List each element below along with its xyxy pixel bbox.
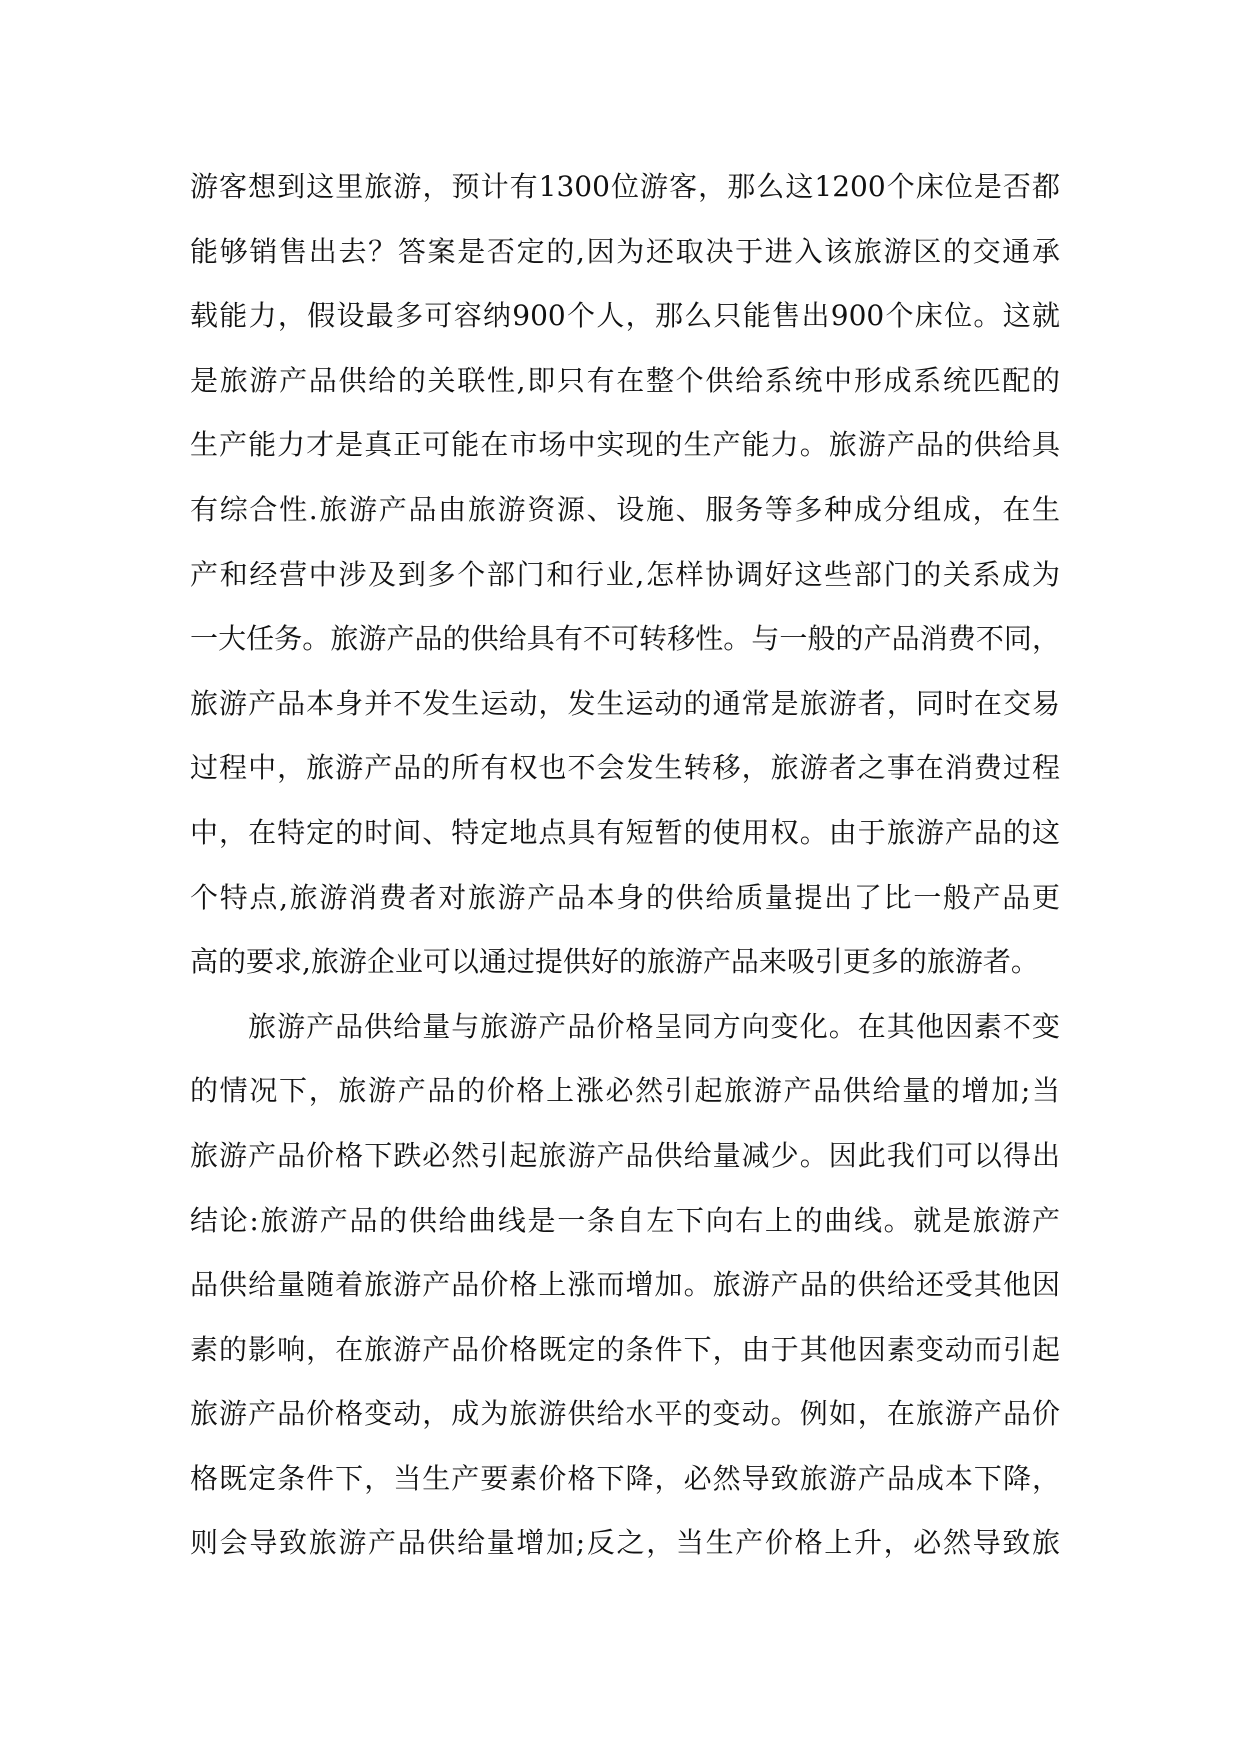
text-line: 旅游产品本身并不发生运动，发生运动的通常是旅游者，同时在交易	[190, 686, 1060, 720]
text-line: 结论:旅游产品的供给曲线是一条自左下向右上的曲线。就是旅游产	[190, 1203, 1060, 1237]
text-line: 素的影响，在旅游产品价格既定的条件下，由于其他因素变动而引起	[190, 1332, 1060, 1366]
text-line: 有综合性.旅游产品由旅游资源、设施、服务等多种成分组成，在生	[190, 492, 1060, 526]
text-line: 是旅游产品供给的关联性,即只有在整个供给系统中形成系统匹配的	[190, 363, 1060, 397]
text-line: 高的要求,旅游企业可以通过提供好的旅游产品来吸引更多的旅游者。	[190, 945, 1039, 979]
text-line: 一大任务。旅游产品的供给具有不可转移性。与一般的产品消费不同，	[190, 622, 1060, 656]
text-line: 生产能力才是真正可能在市场中实现的生产能力。旅游产品的供给具	[190, 428, 1060, 462]
text-line: 旅游产品价格下跌必然引起旅游产品供给量减少。因此我们可以得出	[190, 1138, 1060, 1172]
text-line: 旅游产品价格变动，成为旅游供给水平的变动。例如，在旅游产品价	[190, 1397, 1060, 1431]
paragraph-start-line: 旅游产品供给量与旅游产品价格呈同方向变化。在其他因素不变	[248, 1009, 1060, 1043]
text-line: 过程中，旅游产品的所有权也不会发生转移，旅游者之事在消费过程	[190, 751, 1060, 785]
text-line: 游客想到这里旅游，预计有1300位游客，那么这1200个床位是否都	[190, 170, 1060, 203]
text-line: 能够销售出去？答案是否定的,因为还取决于进入该旅游区的交通承	[190, 234, 1060, 268]
text-line: 品供给量随着旅游产品价格上涨而增加。旅游产品的供给还受其他因	[190, 1268, 1060, 1302]
body-text	[190, 155, 1060, 1576]
text-line: 产和经营中涉及到多个部门和行业,怎样协调好这些部门的关系成为	[190, 557, 1060, 591]
text-line: 则会导致旅游产品供给量增加;反之，当生产价格上升，必然导致旅	[190, 1526, 1060, 1560]
text-line: 格既定条件下，当生产要素价格下降，必然导致旅游产品成本下降，	[190, 1461, 1060, 1495]
text-line: 中，在特定的时间、特定地点具有短暂的使用权。由于旅游产品的这	[190, 815, 1060, 849]
text-line: 载能力，假设最多可容纳900个人，那么只能售出900个床位。这就	[190, 299, 1060, 333]
text-line: 个特点,旅游消费者对旅游产品本身的供给质量提出了比一般产品更	[190, 880, 1060, 914]
text-line: 的情况下，旅游产品的价格上涨必然引起旅游产品供给量的增加;当	[190, 1074, 1060, 1108]
